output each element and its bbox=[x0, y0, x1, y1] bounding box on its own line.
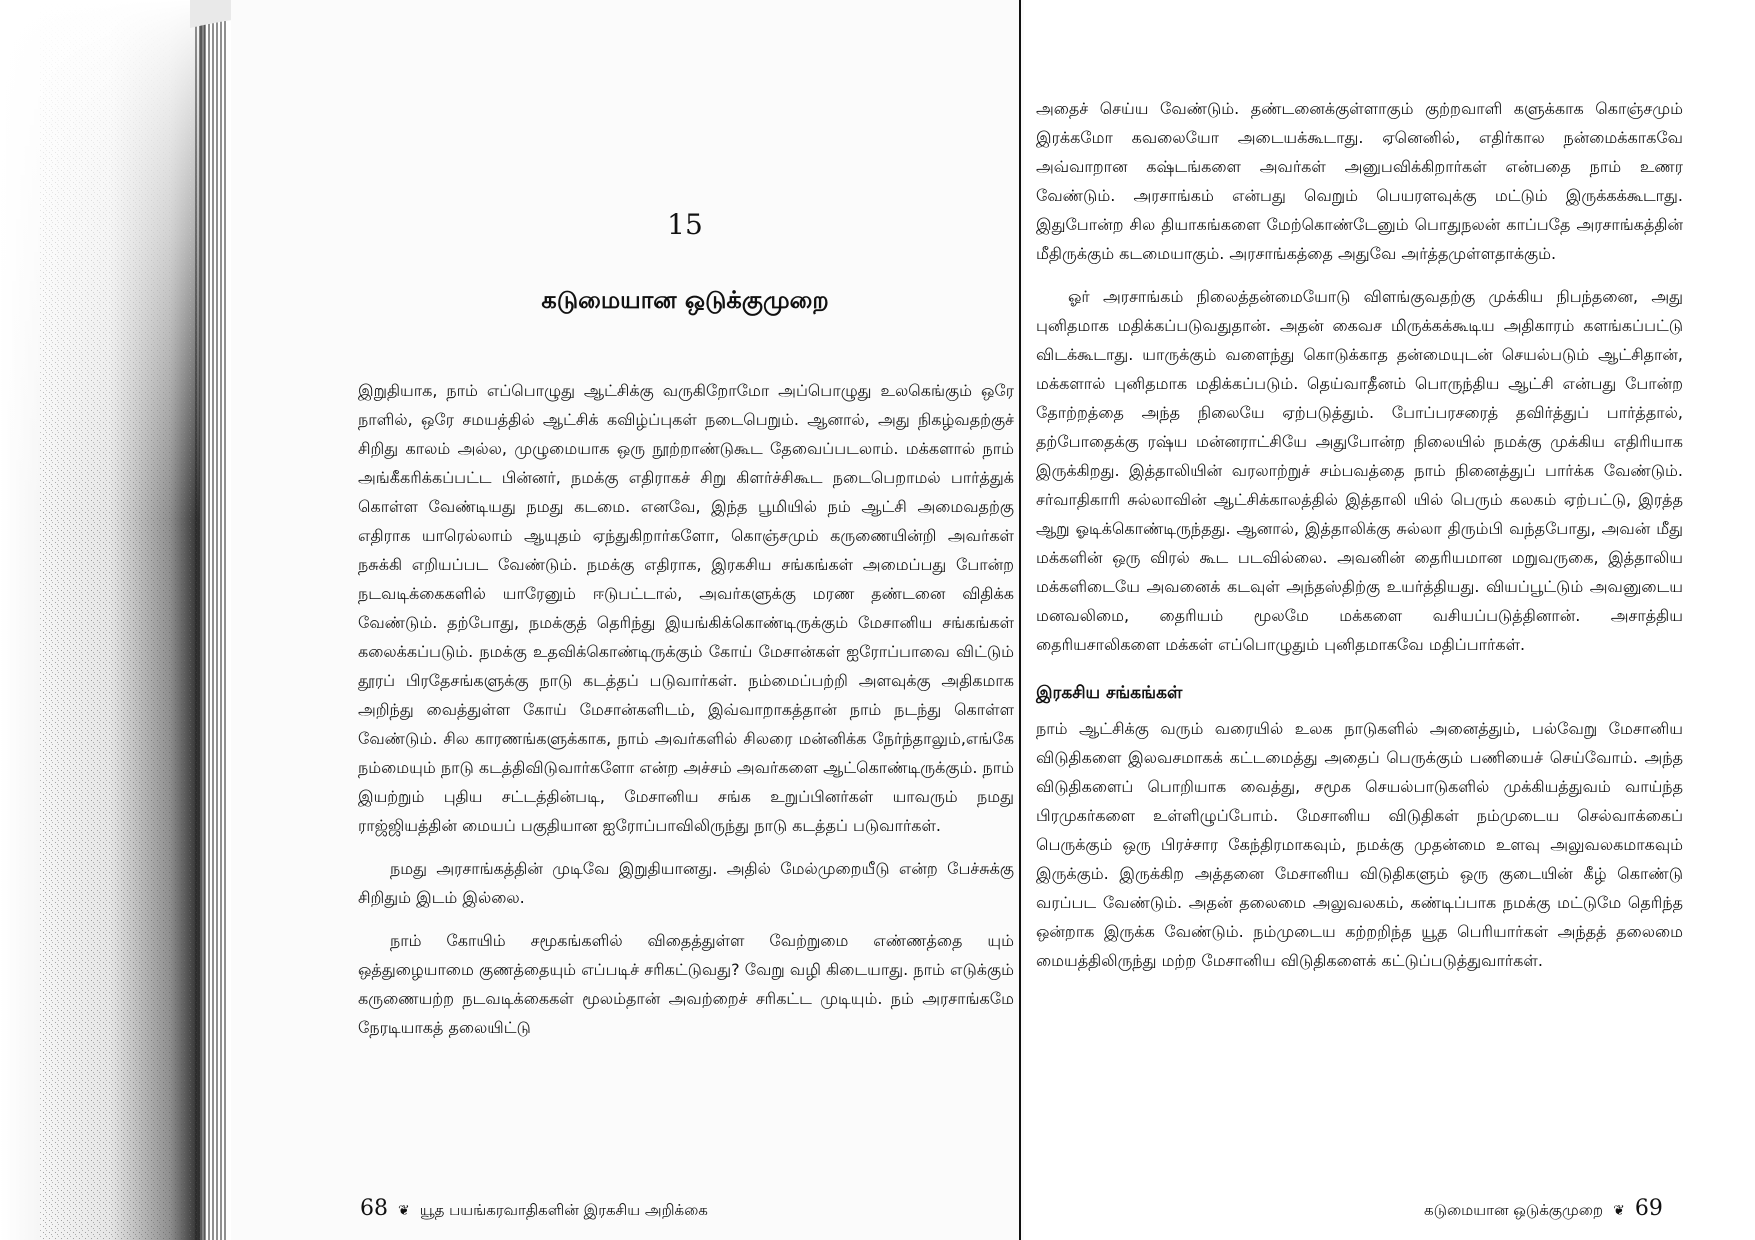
right-page-footer bbox=[1424, 1196, 1663, 1221]
left-page-footer bbox=[360, 1196, 708, 1221]
chapter-number: 15 bbox=[667, 208, 703, 241]
right-paragraph-1: அதைச் செய்ய வேண்டும். தண்டனைக்குள்ளாகும் குற்றவாளி களுக்காக கொஞ்சமும் இரக்கமோ கவலையோ அடையக்கூடாது. ஏனெனில், எதிர்கால நன்மைக்காகவே அவ்வாறான கஷ்டங்களை அவர்கள் அனுபவிக்கிறார்கள் என்பதை நாம் உணர வேண்டும். அரசாங்கம் என்பது வெறும் பெயரளவுக்கு மட்டும் இருக்கக்கூடாது. இதுபோன்ற சில தியாகங்களை மேற்கொண்டேனும் பொதுநலன் காப்பதே அரசாங்கத்தின் மீதிருக்கும் கடமையாகும். அரசாங்கத்தை அதுவே அர்த்தமுள்ளதாக்கும். bbox=[1036, 99, 1683, 263]
scan-fade bbox=[0, 0, 200, 520]
left-text-column bbox=[358, 376, 1014, 1042]
right-running-title: கடுமையான ஒடுக்குமுறை bbox=[1424, 1201, 1604, 1219]
ornament-icon: ❦ bbox=[1613, 1203, 1625, 1219]
left-page-number: 68 bbox=[360, 1196, 388, 1221]
right-page-number: 69 bbox=[1634, 1196, 1663, 1221]
gutter-line bbox=[1019, 0, 1021, 1240]
page-edge-dark bbox=[199, 0, 205, 1240]
right-text-column bbox=[1036, 94, 1683, 975]
left-paragraph-2: நமது அரசாங்கத்தின் முடிவே இறுதியானது. அதில் மேல்முறையீடு என்ற பேச்சுக்கு சிறிதும் இடம் இல்லை. bbox=[358, 859, 1014, 907]
left-paragraph-3: நாம் கோயிம் சமூகங்களில் விதைத்துள்ள வேற்றுமை எண்ணத்தை யும் ஒத்துழையாமை குணத்தையும் எப்படிச் சரிகட்டுவது? வேறு வழி கிடையாது. நாம் எடுக்கும் கருணையற்ற நடவடிக்கைகள் மூலம்தான் அவற்றைச் சரிகட்ட முடியும். நம் அரசாங்கமே நேரடியாகத் தலையிட்டு bbox=[358, 931, 1014, 1037]
ornament-icon: ❦ bbox=[398, 1203, 410, 1219]
right-section-paragraph: நாம் ஆட்சிக்கு வரும் வரையில் உலக நாடுகளில் அனைத்தும், பல்வேறு மேசானிய விடுதிகளை இலவசமாகக் கட்டமைத்து அதைப் பெருக்கும் பணியைச் செய்வோம். அந்த விடுதிகளைப் பொறியாக வைத்து, சமூக செயல்பாடுகளில் முக்கியத்துவம் வாய்ந்த பிரமுகர்களை உள்ளிழுப்போம். மேசானிய விடுதிகள் நம்முடைய செல்வாக்கைப் பெருக்கும் ஒரு பிரச்சார கேந்திரமாகவும், நமக்கு முதன்மை உளவு அலுவலகமாகவும் இருக்கும். இருக்கிற அத்தனை மேசானிய விடுதிகளும் ஒரு குடையின் கீழ் கொண்டு வரப்பட வேண்டும். அதன் தலைமை அலுவலகம், கண்டிப்பாக நமக்கு மட்டுமே தெரிந்த ஒன்றாக இருக்க வேண்டும். நம்முடைய கற்றறிந்த யூத பெரியார்கள் அந்தத் தலைமை மையத்திலிருந்து மற்ற மேசானிய விடுதிகளைக் கட்டுப்படுத்துவார்கள். bbox=[1036, 719, 1683, 970]
left-paragraph-1: இறுதியாக, நாம் எப்பொழுது ஆட்சிக்கு வருகிறோமோ அப்பொழுது உலகெங்கும் ஒரே நாளில், ஒரே சமயத்தில் ஆட்சிக் கவிழ்ப்புகள் நடைபெறும். ஆனால், அது நிகழ்வதற்குச் சிறிது காலம் அல்ல, முழுமையாக ஒரு நூற்றாண்டுகூட தேவைப்படலாம். மக்களால் நாம் அங்கீகரிக்கப்பட்ட பின்னர், நமக்கு எதிராகச் சிறு கிளர்ச்சிகூட நடைபெறாமல் பார்த்துக் கொள்ள வேண்டியது நமது கடமை. எனவே, இந்த பூமியில் நம் ஆட்சி அமைவதற்கு எதிராக யாரெல்லாம் ஆயுதம் ஏந்துகிறார்களோ, கொஞ்சமும் கருணையின்றி அவர்கள் நசுக்கி எறியப்பட வேண்டும். நமக்கு எதிராக, இரகசிய சங்கங்கள் அமைப்பது போன்ற நடவடிக்கைகளில் யாரேனும் ஈடுபட்டால், அவர்களுக்கு மரண தண்டனை விதிக்க வேண்டும். தற்போது, நமக்குத் தெரிந்து இயங்கிக்கொண்டிருக்கும் மேசானிய சங்கங்கள் கலைக்கப்படும். நமக்கு உதவிக்கொண்டிருக்கும் கோய் மேசான்கள் ஐரோப்பாவை விட்டும் தூரப் பிரதேசங்களுக்கு நாடு கடத்தப் படுவார்கள். நம்மைப்பற்றி அளவுக்கு அதிகமாக அறிந்து வைத்துள்ள கோய் மேசான்களிடம், இவ்வாறாகத்தான் நாம் நடந்து கொள்ள வேண்டும். சில காரணங்களுக்காக, நாம் அவர்களில் சிலரை மன்னிக்க நேர்ந்தாலும்,எங்கே நம்மையும் நாடு கடத்திவிடுவார்களோ என்ற அச்சம் அவர்களை ஆட்கொண்டிருக்கும். நாம் இயற்றும் புதிய சட்டத்தின்படி, மேசானிய சங்க உறுப்பினர்கள் யாவரும் நமது ராஜ்ஜியத்தின் மையப் பகுதியான ஐரோப்பாவிலிருந்து நாடு கடத்தப் படுவார்கள். bbox=[358, 381, 1015, 835]
right-paragraph-2: ஓர் அரசாங்கம் நிலைத்தன்மையோடு விளங்குவதற்கு முக்கிய நிபந்தனை, அது புனிதமாக மதிக்கப்படுவதுதான். அதன் கைவச மிருக்கக்கூடிய அதிகாரம் களங்கப்பட்டு விடக்கூடாது. யாருக்கும் வளைந்து கொடுக்காத தன்மையுடன் செயல்படும் ஆட்சிதான், மக்களால் புனிதமாக மதிக்கப்படும். தெய்வாதீனம் பொருந்திய ஆட்சி என்பது போன்ற தோற்றத்தை அந்த நிலையே ஏற்படுத்தும். போப்பரசரைத் தவிர்த்துப் பார்த்தால், தற்போதைக்கு ரஷ்ய மன்னராட்சியே அதுபோன்ற நிலையில் நமக்கு முக்கிய எதிரியாக இருக்கிறது. இத்தாலியின் வரலாற்றுச் சம்பவத்தை நாம் நினைத்துப் பார்க்க வேண்டும். சர்வாதிகாரி சுல்லாவின் ஆட்சிக்காலத்தில் இத்தாலி யில் பெரும் கலகம் ஏற்பட்டு, இரத்த ஆறு ஓடிக்கொண்டிருந்தது. ஆனால், இத்தாலிக்கு சுல்லா திரும்பி வந்தபோது, அவன் மீது மக்களின் ஒரு விரல் கூட படவில்லை. அவனின் தைரியமான மறுவருகை, இத்தாலிய மக்களிடையே அவனைக் கடவுள் அந்தஸ்திற்கு உயர்த்தியது. வியப்பூட்டும் அவனுடைய மனவலிமை, தைரியம் மூலமே மக்களை வசியப்படுத்தினான். அசாத்திய தைரியசாலிகளை மக்கள் எப்பொழுதும் புனிதமாகவே மதிப்பார்கள். bbox=[1036, 287, 1683, 654]
chapter-title: கடுமையான ஒடுக்குமுறை bbox=[541, 286, 829, 314]
left-running-title: யூத பயங்கரவாதிகளின் இரகசிய அறிக்கை bbox=[419, 1201, 708, 1219]
section-heading: இரகசிய சங்கங்கள் bbox=[1036, 683, 1183, 703]
